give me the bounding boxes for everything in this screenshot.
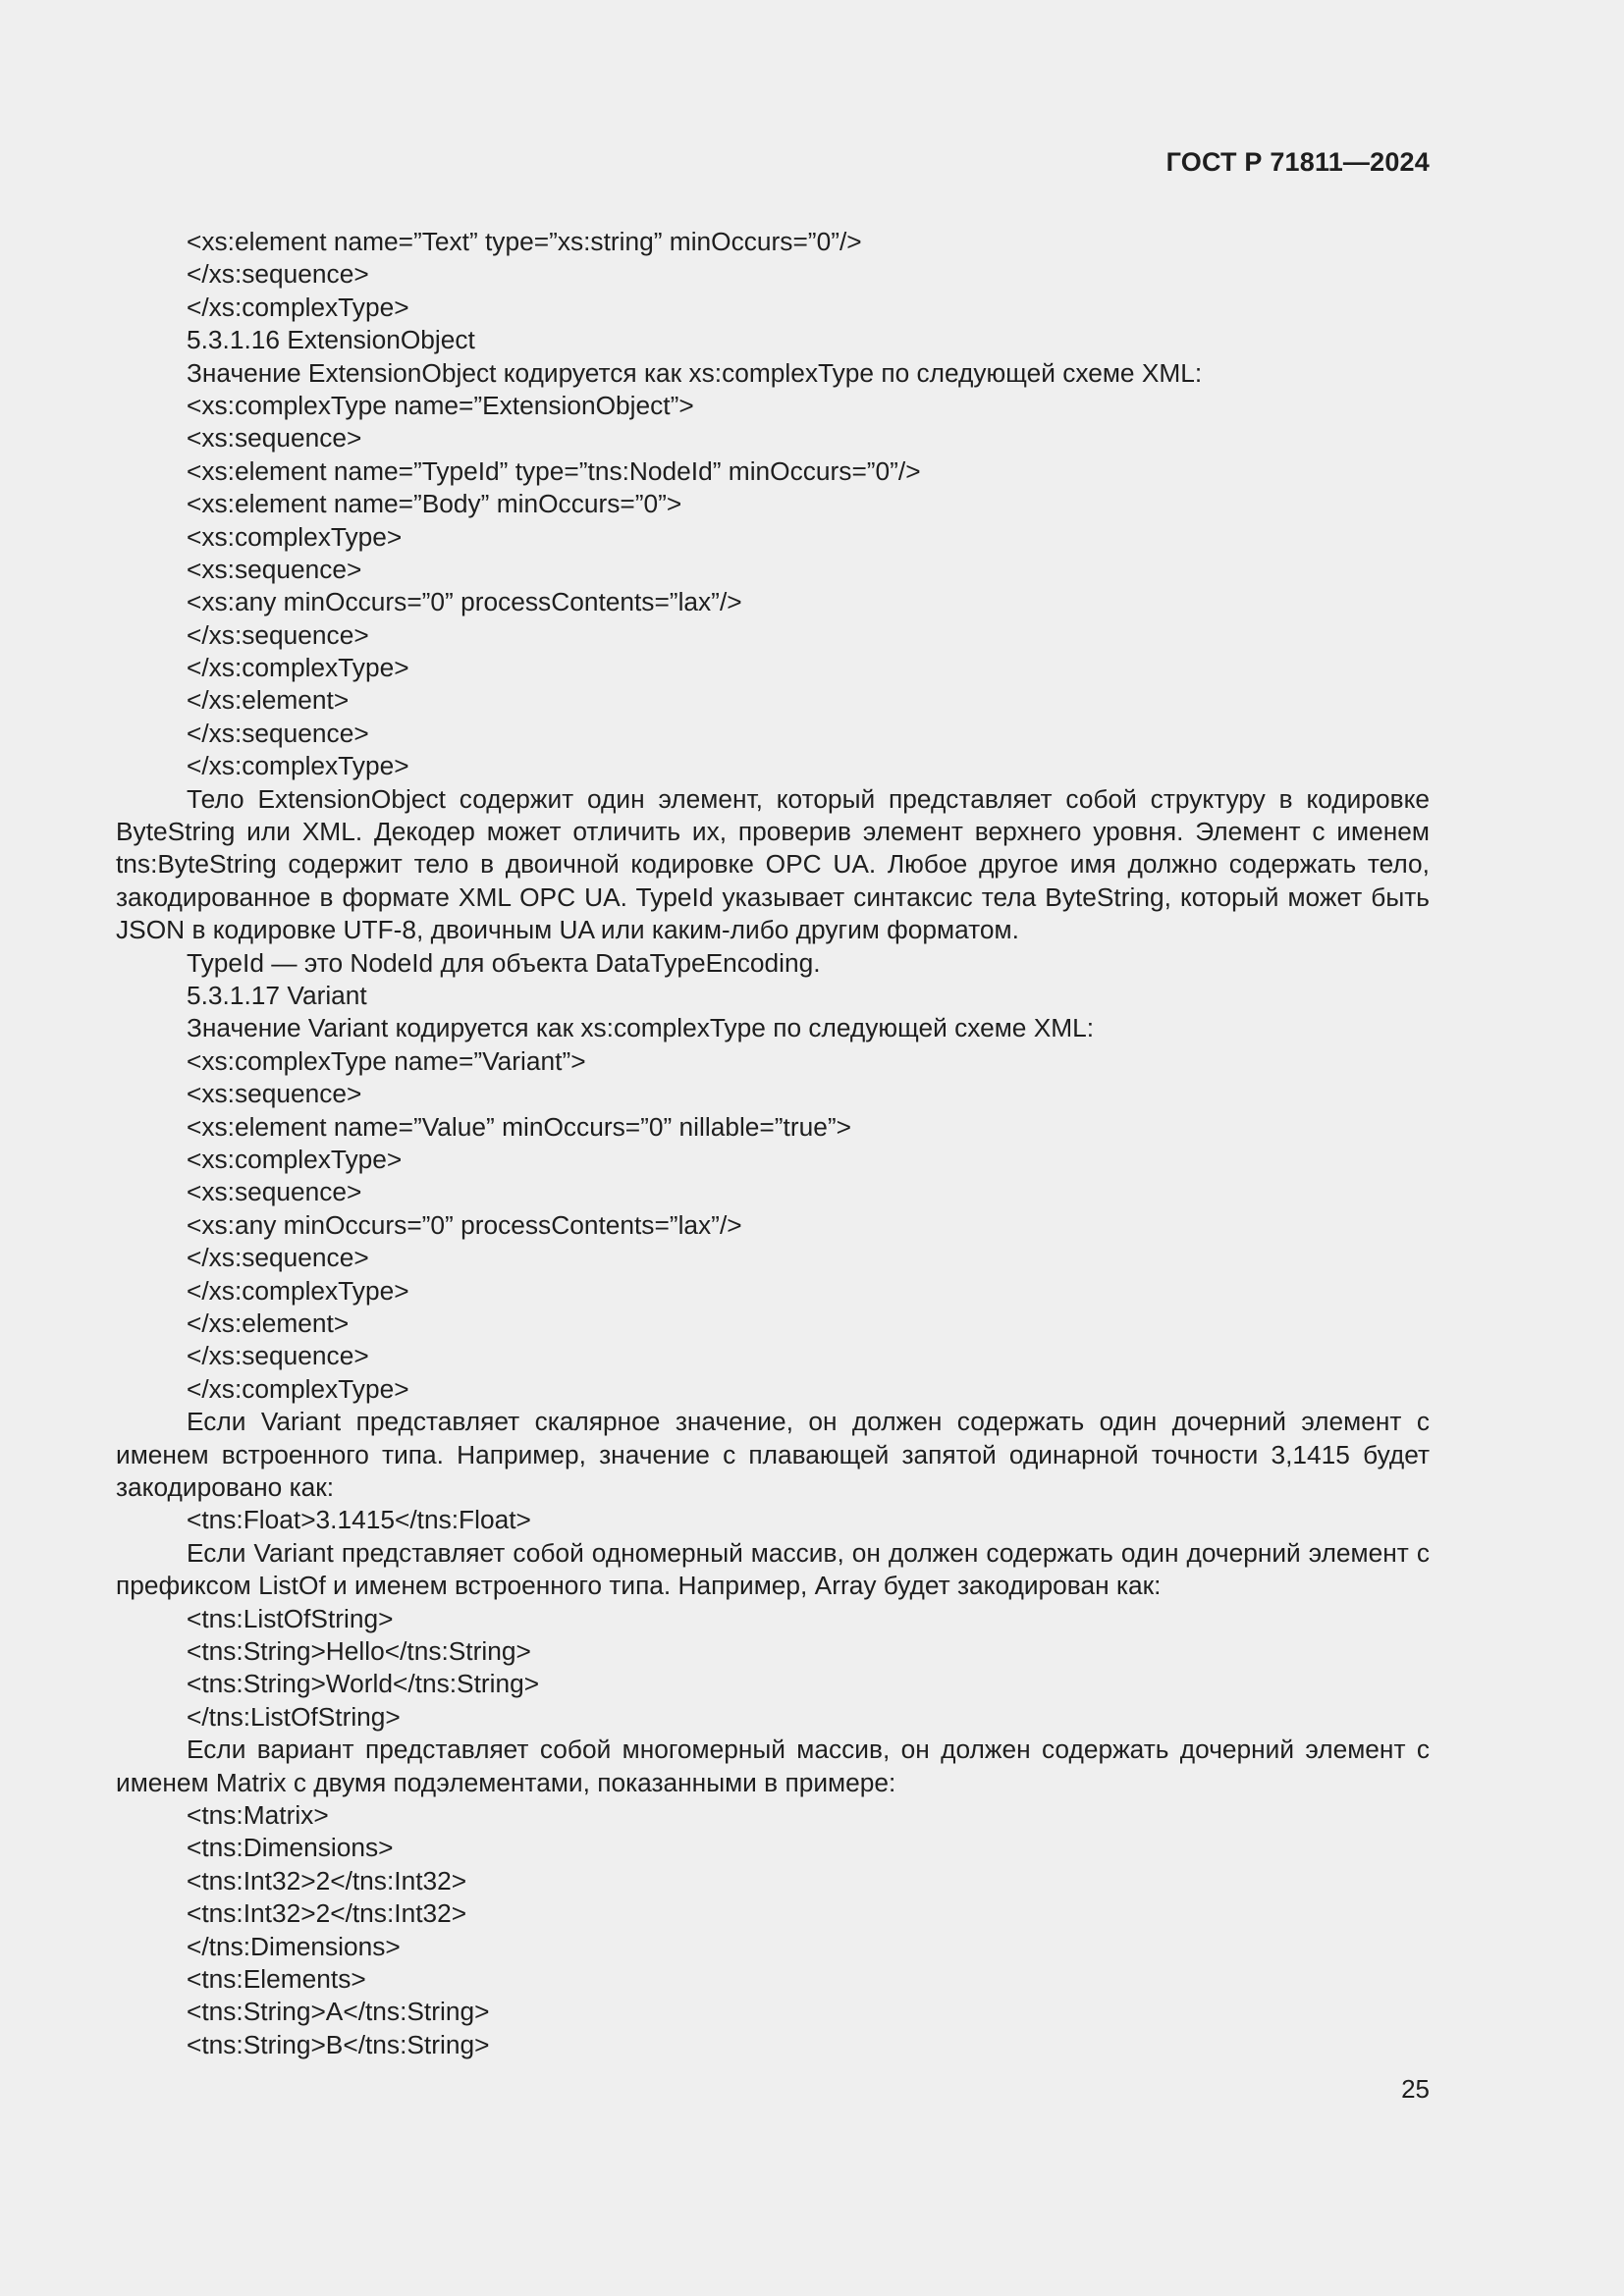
text-line: </xs:complexType> (187, 1373, 409, 1404)
text-line: <xs:complexType> (187, 521, 403, 552)
document-body (116, 226, 1430, 2061)
text-line: </tns:Dimensions> (187, 1931, 401, 1961)
text-line: </xs:complexType> (187, 653, 409, 683)
text-line: <xs:any minOccurs=”0” processContents=”lax”/> (187, 587, 742, 617)
text-line: <xs:element name=”TypeId” type=”tns:NodeId” minOccurs=”0”/> (187, 455, 921, 486)
text-line: <tns:String>World</tns:String> (187, 1669, 540, 1699)
text-line: </xs:element> (187, 685, 350, 716)
text-line: </xs:complexType> (187, 1275, 409, 1306)
text-line: <xs:complexType name=”ExtensionObject”> (187, 390, 694, 420)
text-line: Значение ExtensionObject кодируется как xs:complexType по следующей схеме XML: (187, 357, 1203, 388)
text-line: TypeId — это NodeId для объекта DataTypeEncoding. (187, 947, 821, 978)
text-line: <xs:sequence> (187, 1079, 362, 1109)
text-line: <tns:Int32>2</tns:Int32> (187, 1898, 467, 1929)
text-line: </tns:ListOfString> (187, 1701, 401, 1732)
text-line: <tns:String>Hello</tns:String> (187, 1635, 531, 1666)
text-line: </xs:complexType> (187, 292, 409, 322)
text-line: <xs:complexType name=”Variant”> (187, 1045, 586, 1076)
body-paragraph: Тело ExtensionObject содержит один элемент, который представляет собой структуру в кодировке ByteString или XML. Декодер может отличить их, проверив элемент верхнего уровня. Элемент с именем tns:ByteString содержит тело в двоичной кодировке OPC UA. Любое другое имя должно содержать тело, закодированное в формате XML OPC UA. TypeId указывает синтаксис тела ByteString, который может быть JSON в кодировке UTF-8, двоичным UA или каким-либо другим форматом. (116, 783, 1430, 945)
document-header-standard-id: ГОСТ Р 71811—2024 (1165, 147, 1430, 177)
text-line: <xs:sequence> (187, 423, 362, 454)
text-line: 5.3.1.16 ExtensionObject (187, 325, 475, 355)
text-line: <xs:sequence> (187, 1177, 362, 1207)
text-line: </xs:sequence> (187, 718, 369, 748)
text-line: 5.3.1.17 Variant (187, 981, 367, 1011)
body-paragraph: Если Variant представляет собой одномерный массив, он должен содержать один дочерний элемент с префиксом ListOf и именем встроенного типа. Например, Array будет закодирован как: (116, 1537, 1430, 1601)
body-paragraph: Если вариант представляет собой многомерный массив, он должен содержать дочерний элемент с именем Matrix с двумя подэлементами, показанными в примере: (116, 1735, 1430, 1797)
text-line: <tns:Float>3.1415</tns:Float> (187, 1505, 531, 1535)
text-line: </xs:sequence> (187, 1341, 369, 1371)
page-number: 25 (1401, 2074, 1430, 2104)
text-line: <xs:complexType> (187, 1145, 403, 1175)
text-line: <tns:String>B</tns:String> (187, 2029, 490, 2059)
text-line: <xs:any minOccurs=”0” processContents=”lax”/> (187, 1209, 742, 1240)
text-line: </xs:sequence> (187, 1243, 369, 1273)
text-line: <tns:Matrix> (187, 1799, 329, 1830)
text-line: <tns:Dimensions> (187, 1833, 394, 1863)
text-line: </xs:element> (187, 1308, 350, 1338)
text-line: <xs:element name=”Value” minOccurs=”0” nillable=”true”> (187, 1111, 851, 1142)
text-line: <tns:String>A</tns:String> (187, 1997, 490, 2027)
text-line: Значение Variant кодируется как xs:complexType по следующей схеме XML: (187, 1013, 1095, 1043)
text-line: <xs:sequence> (187, 554, 362, 584)
text-line: <tns:Int32>2</tns:Int32> (187, 1865, 467, 1896)
text-line: <tns:ListOfString> (187, 1603, 394, 1633)
text-line: </xs:sequence> (187, 259, 369, 290)
text-line: <tns:Elements> (187, 1963, 366, 1994)
text-line: <xs:element name=”Body” minOccurs=”0”> (187, 489, 682, 519)
text-line: <xs:element name=”Text” type=”xs:string” minOccurs=”0”/> (187, 227, 862, 256)
text-line: </xs:complexType> (187, 751, 409, 781)
text-line: </xs:sequence> (187, 619, 369, 650)
body-paragraph: Если Variant представляет скалярное значение, он должен содержать один дочерний элемент с именем встроенного типа. Например, значение с плавающей запятой одинарной точности 3,1415 будет закодировано как: (116, 1407, 1430, 1502)
